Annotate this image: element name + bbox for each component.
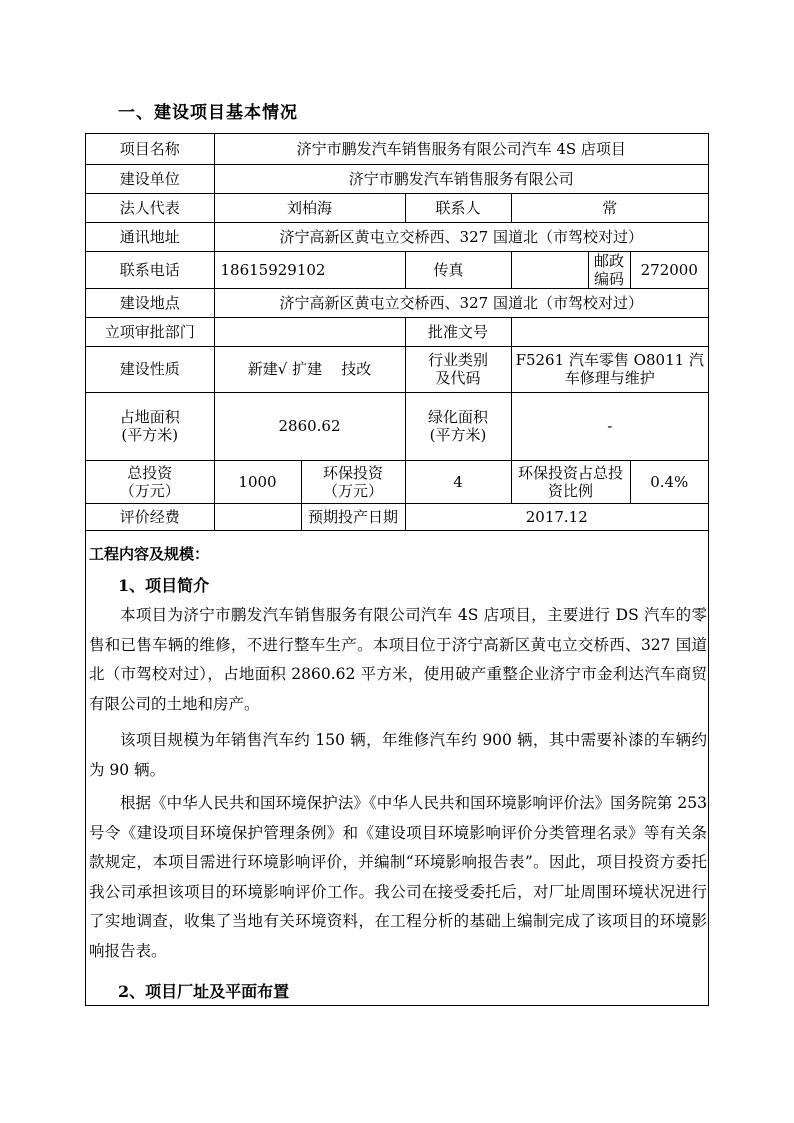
project-info-table — [86, 134, 708, 531]
env-invest-label-line2: （万元） — [322, 481, 383, 500]
legal-rep-value: 刘柏海 — [214, 193, 405, 222]
invest-label-line1: 总投资 — [127, 463, 173, 482]
area-value: 2860.62 — [214, 392, 405, 460]
unit-label: 建设单位 — [86, 164, 214, 193]
env-invest-value: 4 — [405, 460, 511, 503]
nature-label: 建设性质 — [86, 346, 214, 392]
table-row — [86, 164, 708, 193]
ratio-value: 0.4% — [630, 460, 708, 503]
legal-rep-label: 法人代表 — [86, 193, 214, 222]
table-row — [86, 503, 708, 530]
address-label: 通讯地址 — [86, 222, 214, 251]
env-invest-label-line1: 环保投资 — [322, 463, 383, 482]
table-row — [86, 460, 708, 503]
postcode-value: 272000 — [630, 251, 708, 288]
date-value: 2017.12 — [405, 503, 708, 530]
contact-label: 联系人 — [405, 193, 511, 222]
table-row — [86, 317, 708, 346]
industry-label — [405, 346, 511, 392]
table-row — [86, 392, 708, 460]
env-invest-label — [301, 460, 405, 503]
content-title: 工程内容及规模： — [89, 545, 210, 563]
project-info-box — [85, 133, 709, 1006]
table-row — [86, 346, 708, 392]
approval-doc-label: 批准文号 — [405, 317, 511, 346]
area-label — [86, 392, 214, 460]
green-label — [405, 392, 511, 460]
ratio-label-line1: 环保投资占总投 — [517, 463, 623, 482]
paragraph-legal-basis: 根据《中华人民共和国环境保护法》《中华人民共和国环境影响评价法》国务院第 253 号令《建设项目环境保护管理条例》和《建设项目环境影响评价分类管理名录》等有关条款规定，本项目需进行环境影响评价，并编制“环境影响报告表”。因此，项目投资方委托我公司承担该项目的环境影响评价工作。我公司在接受委托后，对厂址周围环境状况进行了实地调查，收集了当地有关环境资料，在工程分析的基础上编制完成了该项目的环境影响报告表。 — [89, 794, 707, 960]
postcode-label: 邮政编码 — [588, 251, 630, 288]
subsection-title-site-layout: 2、项目厂址及平面布置 — [118, 982, 290, 1001]
approval-dept-value — [214, 317, 405, 346]
date-label: 预期投产日期 — [301, 503, 405, 530]
phone-value: 18615929102 — [214, 251, 405, 288]
green-label-line2: (平方米) — [429, 426, 487, 444]
ratio-label-line2: 资比例 — [547, 481, 593, 500]
table-row — [86, 222, 708, 251]
project-name-value: 济宁市鹏发汽车销售服务有限公司汽车 4S 店项目 — [214, 134, 708, 164]
approval-dept-label: 立项审批部门 — [86, 317, 214, 346]
project-name-label: 项目名称 — [86, 134, 214, 164]
unit-value: 济宁市鹏发汽车销售服务有限公司 — [214, 164, 708, 193]
ratio-label — [511, 460, 630, 503]
green-label-line1: 绿化面积 — [427, 408, 488, 426]
green-value: - — [511, 392, 708, 460]
industry-label-line1: 行业类别 — [427, 351, 488, 369]
invest-value: 1000 — [214, 460, 301, 503]
phone-label: 联系电话 — [86, 251, 214, 288]
site-label: 建设地点 — [86, 288, 214, 317]
paragraph-intro: 本项目为济宁市鹏发汽车销售服务有限公司汽车 4S 店项目，主要进行 DS 汽车的零售和已售车辆的维修，不进行整车生产。本项目位于济宁高新区黄屯立交桥西、327 国道北（市驾校对过），占地面积 2860.62 平方米，使用破产重整企业济宁市金利达汽车商贸有限公司的土地和房产。 — [89, 606, 707, 713]
section-heading: 一、建设项目基本情况 — [118, 103, 298, 123]
fax-value — [511, 251, 588, 288]
table-row — [86, 193, 708, 222]
area-label-line2: (平方米) — [121, 426, 179, 444]
fee-value — [214, 503, 301, 530]
fax-label: 传真 — [405, 251, 511, 288]
invest-label — [86, 460, 214, 503]
area-label-line1: 占地面积 — [119, 408, 180, 426]
table-row — [86, 251, 708, 288]
site-value: 济宁高新区黄屯立交桥西、327 国道北（市驾校对过） — [214, 288, 708, 317]
industry-label-line2: 及代码 — [435, 369, 481, 387]
paragraph-scale: 该项目规模为年销售汽车约 150 辆，年维修汽车约 900 辆，其中需要补漆的车辆约为 90 辆。 — [89, 731, 707, 779]
table-row — [86, 134, 708, 164]
approval-doc-value — [511, 317, 708, 346]
fee-label: 评价经费 — [86, 503, 214, 530]
industry-value: F5261 汽车零售 O8011 汽车修理与维护 — [511, 346, 708, 392]
contact-value: 常 — [511, 193, 708, 222]
nature-value: 新建√ 扩建 技改 — [214, 346, 405, 392]
table-row — [86, 288, 708, 317]
invest-label-line2: （万元） — [119, 481, 180, 500]
subsection-title-intro: 1、项目简介 — [118, 576, 210, 595]
address-value: 济宁高新区黄屯立交桥西、327 国道北（市驾校对过） — [214, 222, 708, 251]
